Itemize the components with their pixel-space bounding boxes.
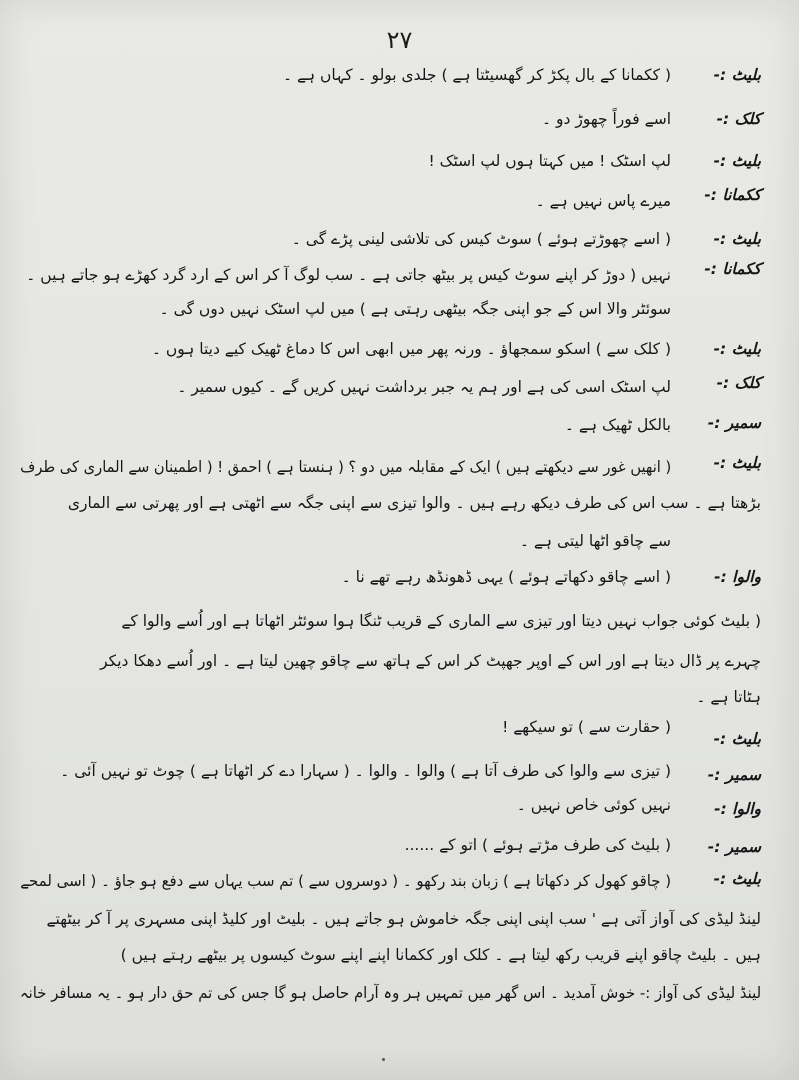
dialogue-line: ( حقارت سے ) تو سیکھے !: [502, 718, 671, 736]
dialogue-line: ( اسے چاقو دکھاتے ہوئے ) یہی ڈھونڈھ رہے تھے نا ۔: [341, 568, 671, 586]
dialogue-line: اسے فوراً چھوڑ دو ۔: [542, 110, 671, 128]
dialogue-line: ( اسے چھوڑتے ہوئے ) سوٹ کیس کی تلاشی لینی پڑے گی ۔: [291, 230, 671, 248]
speaker-label: بلیٹ :-: [713, 152, 761, 170]
speaker-label: والوا :-: [714, 800, 761, 818]
page-number: ۲۷: [386, 26, 413, 54]
speaker-label: بلیٹ :-: [713, 340, 761, 358]
speaker-label: سمیر :-: [707, 414, 761, 432]
dialogue-line: سوئٹر والا اس کے جو اپنی جگہ بیٹھی رہتی ہے ) میں لپ اسٹک نہیں دوں گی ۔: [159, 300, 671, 318]
speaker-label: بلیٹ :-: [713, 730, 761, 748]
speaker-label: بلیٹ :-: [713, 454, 761, 472]
dialogue-line: لینڈ لیڈی کی آواز :- خوش آمدید ۔ اس گھر میں تمہیں ہر وہ آرام حاصل ہو گا جس کی تم حق دار ہو ۔ یہ مسافر خانہ: [19, 984, 761, 1002]
dialogue-line: بالکل ٹھیک ہے ۔: [564, 416, 671, 434]
speaker-label: سمیر :-: [707, 766, 761, 784]
dialogue-line: ( چاقو کھول کر دکھاتا ہے ) زبان بند رکھو ۔ ( دوسروں سے ) تم سب یہاں سے دفع ہو جاؤ ۔ ( اسی لمحے: [20, 872, 671, 890]
dialogue-line: ( ککمانا کے بال پکڑ کر گھسیٹتا ہے ) جلدی بولو ۔ کہاں ہے ۔: [282, 66, 671, 84]
speaker-label: والوا :-: [714, 568, 761, 586]
speaker-label: بلیٹ :-: [713, 66, 761, 84]
dialogue-line: نہیں ( دوڑ کر اپنے سوٹ کیس پر بیٹھ جاتی ہے ۔ سب لوگ آ کر اس کے ارد گرد کھڑے ہو جاتے ہیں ۔: [26, 266, 671, 284]
dialogue-line: بڑھتا ہے ۔ سب اس کی طرف دیکھ رہے ہیں ۔ والوا تیزی سے اپنی جگہ سے اٹھتی ہے اور پھرتی سے الماری: [67, 494, 761, 512]
speaker-label: کلک :-: [716, 374, 761, 392]
dialogue-line: لپ اسٹک ! میں کہتا ہوں لپ اسٹک !: [428, 152, 671, 170]
dialogue-line: ہیں ۔ بلیٹ چاقو اپنے قریب رکھ لیتا ہے ۔ کلک اور ککمانا اپنے اپنے سوٹ کیسوں پر بیٹھے رہتے ہیں ): [120, 946, 761, 964]
dialogue-line: ( بلیٹ کوئی جواب نہیں دیتا اور تیزی سے الماری کے قریب ٹنگا ہوا سوئٹر اٹھاتا ہے اور اُسے والوا کے: [121, 612, 761, 630]
speaker-label: بلیٹ :-: [713, 870, 761, 888]
speaker-label: کلک :-: [716, 110, 761, 128]
dialogue-line: سے چاقو اٹھا لیتی ہے ۔: [519, 532, 671, 550]
dialogue-line: ( انھیں غور سے دیکھتے ہیں ) ایک کے مقابلہ میں دو ؟ ( ہنستا ہے ) احمق ! ( اطمینان سے الماری کی طرف: [19, 458, 671, 476]
dialogue-line: لپ اسٹک اسی کی ہے اور ہم یہ جبر برداشت نہیں کریں گے ۔ کیوں سمیر ۔: [177, 378, 671, 396]
dialogue-line: ( تیزی سے والوا کی طرف آتا ہے ) والوا ۔ والوا ۔ ( سہارا دے کر اٹھاتا ہے ) چوٹ تو نہیں آئی ۔: [60, 762, 671, 780]
dialogue-line: نہیں کوئی خاص نہیں ۔: [516, 796, 671, 814]
dialogue-line: چہرے پر ڈال دیتا ہے اور اس کے اوپر جھپٹ کر اس کے ہاتھ سے چاقو چھین لیتا ہے ۔ اور اُسے دھکا دیکر: [100, 652, 761, 670]
dialogue-line: لینڈ لیڈی کی آواز آتی ہے ' سب اپنی اپنی جگہ خاموش ہو جاتے ہیں ۔ بلیٹ اور کلیڈ اپنی مسہری پر آ کر بیٹھتے: [46, 910, 761, 928]
speaker-label: ککمانا :-: [704, 260, 761, 278]
page-dot: [382, 1058, 385, 1061]
dialogue-line: ( بلیٹ کی طرف مڑتے ہوئے ) اتو کے ......: [404, 836, 671, 854]
dialogue-line: ہٹاتا ہے ۔: [696, 688, 761, 706]
dialogue-line: ( کلک سے ) اسکو سمجھاؤ ۔ ورنہ پھر میں ابھی اس کا دماغ ٹھیک کیے دیتا ہوں ۔: [151, 340, 671, 358]
speaker-label: بلیٹ :-: [713, 230, 761, 248]
speaker-label: سمیر :-: [707, 838, 761, 856]
dialogue-line: میرے پاس نہیں ہے ۔: [535, 192, 671, 210]
speaker-label: ککمانا :-: [704, 186, 761, 204]
